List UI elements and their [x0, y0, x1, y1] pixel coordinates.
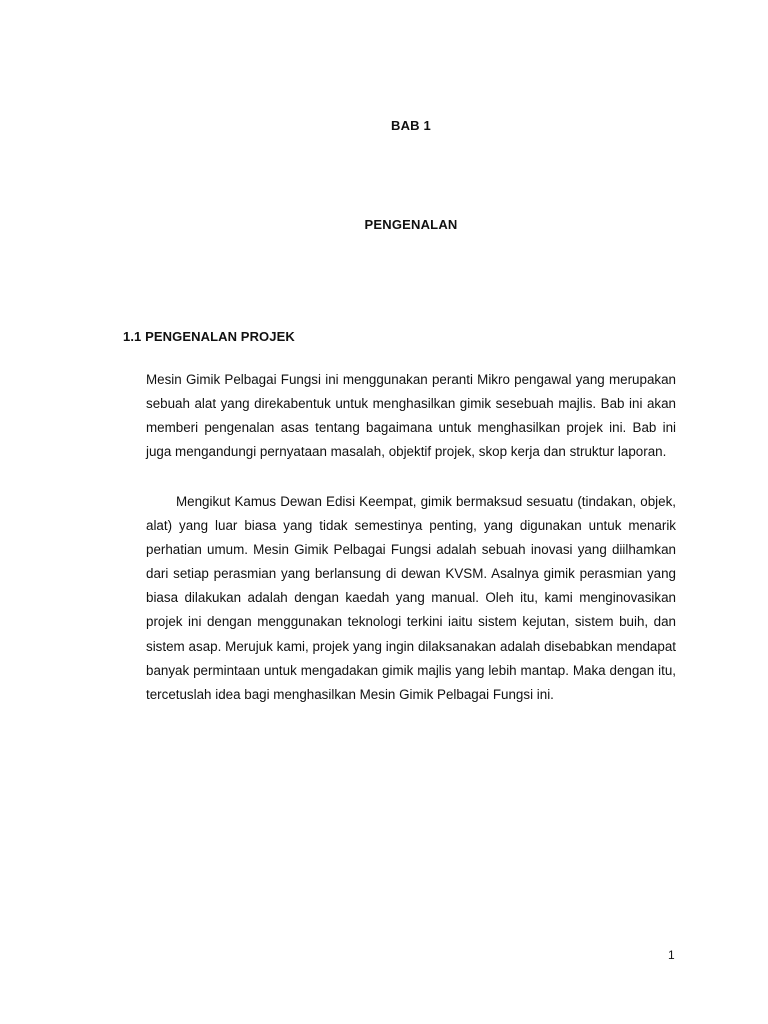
page-number: 1 [668, 948, 675, 962]
paragraph-definition: Mengikut Kamus Dewan Edisi Keempat, gimik bermaksud sesuatu (tindakan, objek, alat) yang luar biasa yang tidak semestinya penting, yang digunakan untuk menarik perhatian umum. Mesin Gimik Pelbagai Fungsi adalah sebuah inovasi yang diilhamkan dari setiap perasmian yang berlansung di dewan KVSM. Asalnya gimik perasmian yang biasa dilakukan adalah dengan kaedah yang manual. Oleh itu, kami menginovasikan projek ini dengan menggunakan teknologi terkini iaitu sistem kejutan, sistem buih, dan sistem asap. Merujuk kami, projek yang ingin dilaksanakan adalah disebabkan mendapat banyak permintaan untuk mengadakan gimik majlis yang lebih mantap. Maka dengan itu, tercetuslah idea bagi menghasilkan Mesin Gimik Pelbagai Fungsi ini. [146, 494, 676, 702]
chapter-title: PENGENALAN [364, 217, 458, 232]
paragraph-intro: Mesin Gimik Pelbagai Fungsi ini menggunakan peranti Mikro pengawal yang merupakan sebuah alat yang direkabentuk untuk menghasilkan gimik sesebuah majlis. Bab ini akan memberi pengenalan asas tentang bagaimana untuk menghasilkan projek ini. Bab ini juga mengandungi pernyataan masalah, objektif projek, skop kerja dan struktur laporan. [146, 372, 676, 460]
chapter-number: BAB 1 [390, 118, 431, 133]
section-heading: 1.1 PENGENALAN PROJEK [123, 329, 295, 344]
